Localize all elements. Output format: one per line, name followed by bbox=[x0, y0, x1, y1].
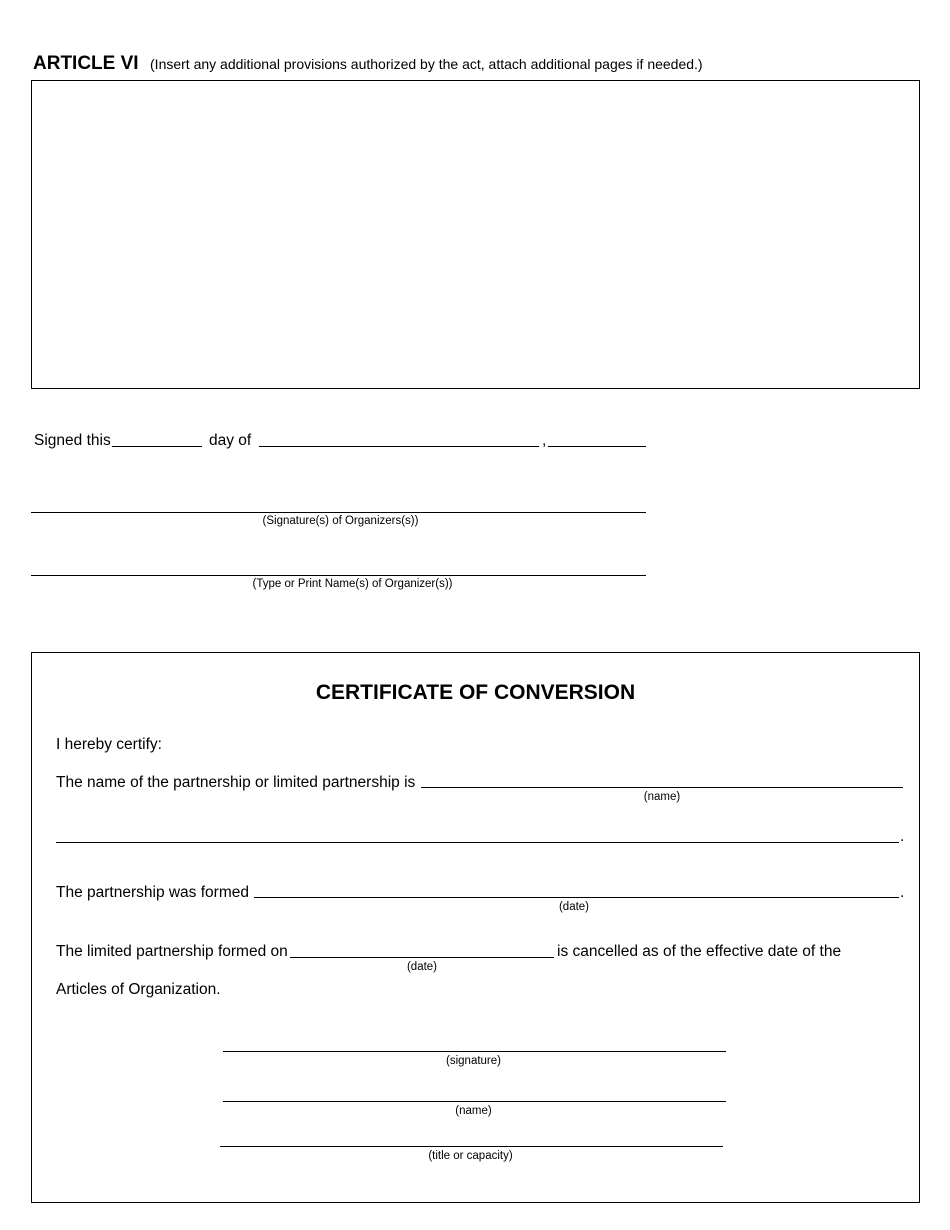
certificate-name-caption: (name) bbox=[455, 1105, 492, 1117]
organizer-print-name-caption: (Type or Print Name(s) of Organizer(s)) bbox=[252, 578, 453, 590]
organizer-signature-field[interactable] bbox=[31, 512, 646, 513]
signed-month-field[interactable] bbox=[259, 446, 539, 447]
certificate-title: CERTIFICATE OF CONVERSION bbox=[315, 681, 636, 704]
certificate-title-field[interactable] bbox=[220, 1146, 723, 1147]
partnership-name-field[interactable] bbox=[421, 787, 903, 788]
partnership-name-caption: (name) bbox=[643, 791, 681, 803]
article-heading: ARTICLE VI bbox=[33, 53, 139, 74]
article-header bbox=[33, 53, 703, 75]
certificate-signature-caption: (signature) bbox=[446, 1055, 501, 1067]
signed-day-field[interactable] bbox=[112, 446, 202, 447]
signed-year-field[interactable] bbox=[548, 446, 646, 447]
certificate-name-field[interactable] bbox=[223, 1101, 726, 1102]
organizer-print-name-field[interactable] bbox=[31, 575, 646, 576]
certificate-title-caption: (title or capacity) bbox=[428, 1150, 513, 1162]
lp-articles-text: Articles of Organization. bbox=[56, 981, 221, 998]
day-of-label: day of bbox=[209, 432, 252, 449]
partnership-formed-date-field[interactable] bbox=[254, 897, 899, 898]
formed-period: . bbox=[900, 884, 905, 901]
comma-separator: , bbox=[542, 432, 547, 449]
certify-intro: I hereby certify: bbox=[56, 736, 162, 753]
certificate-signature-field[interactable] bbox=[223, 1051, 726, 1052]
partnership-name-label: The name of the partnership or limited partnership is bbox=[56, 774, 416, 791]
partnership-formed-label: The partnership was formed bbox=[56, 884, 249, 901]
certificate-box bbox=[31, 652, 920, 1203]
partnership-name-continued-field[interactable] bbox=[56, 842, 899, 843]
lp-cancelled-text: is cancelled as of the effective date of the bbox=[557, 943, 842, 960]
name-period: . bbox=[900, 828, 905, 845]
partnership-formed-date-caption: (date) bbox=[558, 901, 590, 913]
lp-formed-date-caption: (date) bbox=[406, 961, 438, 973]
article-instruction: (Insert any additional provisions authorized by the act, attach additional pages if needed.) bbox=[150, 56, 703, 72]
lp-formed-on-label: The limited partnership formed on bbox=[56, 943, 288, 960]
signed-this-label: Signed this bbox=[34, 432, 111, 449]
article-provisions-box[interactable] bbox=[31, 80, 920, 389]
organizer-signature-caption: (Signature(s) of Organizers(s)) bbox=[262, 515, 419, 527]
lp-formed-date-field[interactable] bbox=[290, 957, 554, 958]
